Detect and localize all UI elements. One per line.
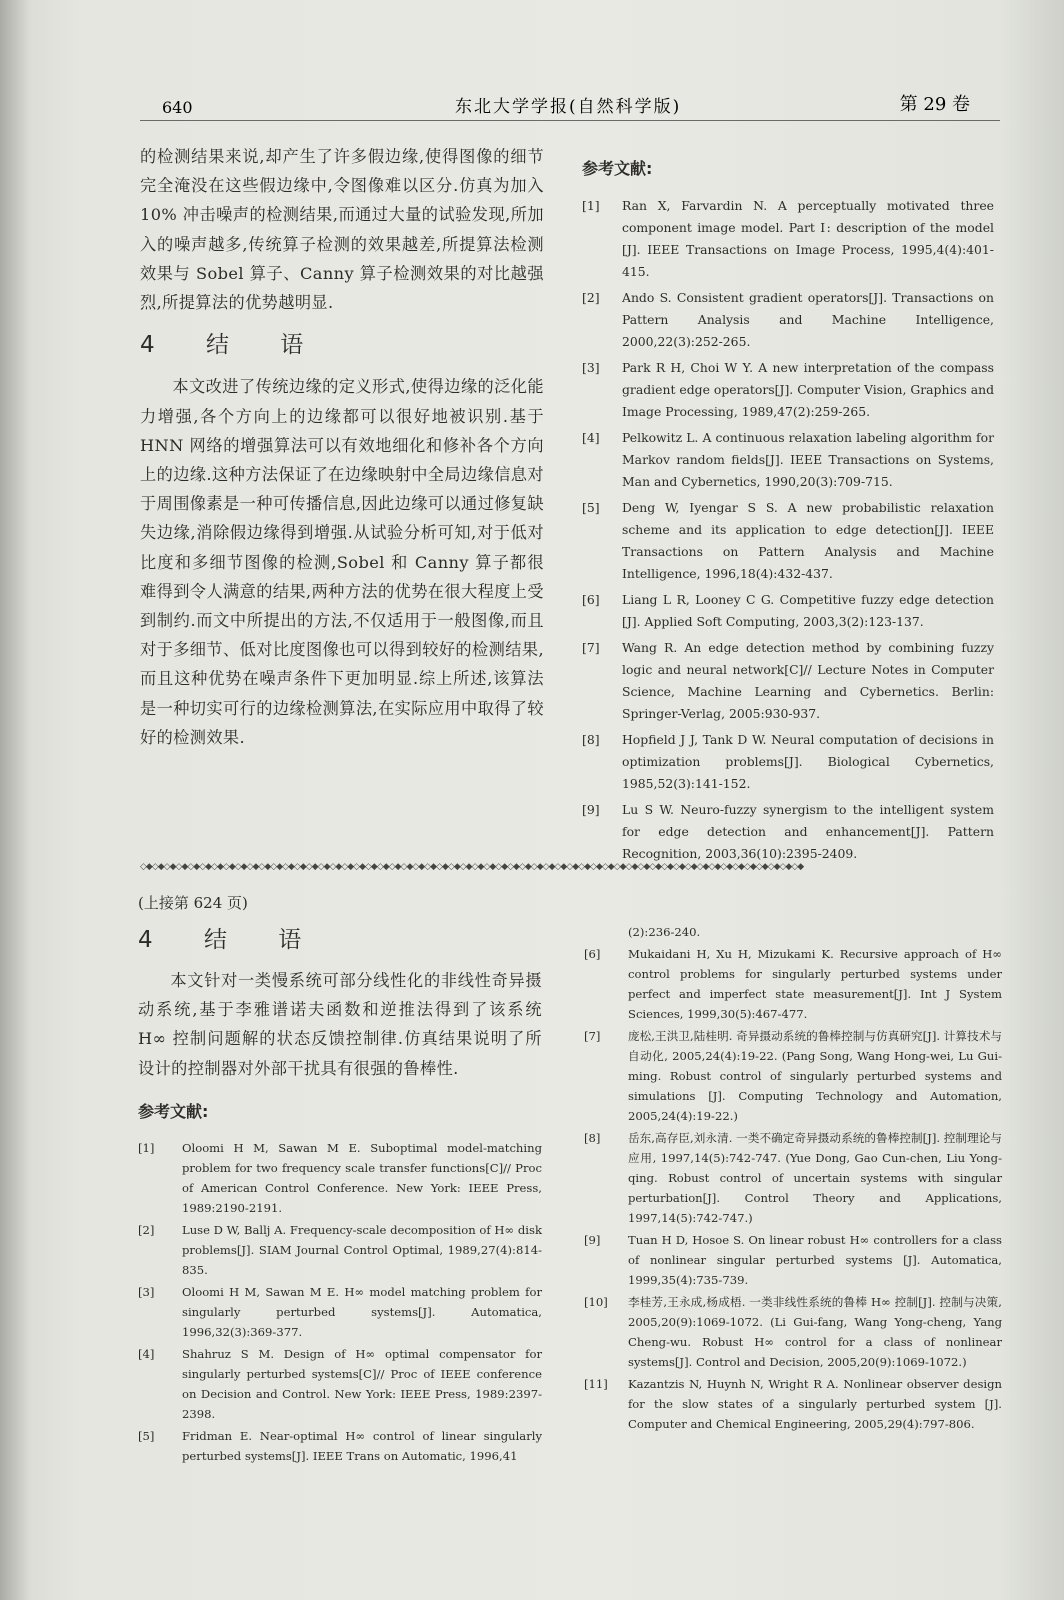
bottom-right-column [584, 922, 1002, 1436]
paragraph-conclusion: 本文改进了传统边缘的定义形式,使得边缘的泛化能力增强,各个方向上的边缘都可以很好地被识别.基于 HNN 网络的增强算法可以有效地细化和修补各个方向上的边缘.这种方法保证了在边缘映射中全局边缘信息对于周围像素是一种可传播信息,因此边缘可以通过修复缺失边缘,消除假边缘得到增强.从试验分析可知,对于低对比度和多细节图像的检测,Sobel 和 Canny 算子都很难得到令人满意的结果,两种方法的优势在很大程度上受到制约.而文中所提出的方法,不仅适用于一般图像,而且对于多细节、低对比度图像也可以得到较好的检测结果,而且这种优势在噪声条件下更加明显.综上所述,该算法是一种切实可行的边缘检测算法,在实际应用中取得了较好的检测效果. [140, 377, 544, 747]
top-right-column [582, 156, 994, 869]
bottom-left-column [138, 892, 542, 1468]
references-heading-2: 参考文献: [138, 1101, 209, 1121]
reference-item: [9] Tuan H D, Hosoe S. On linear robust H∞ controllers for a class of nonlinear singular perturbed systems [J]. Automatica, 1999,35(4):735-739. [584, 1233, 1002, 1287]
page-number: 640 [162, 98, 193, 117]
references-list-2 [138, 1138, 542, 1466]
reference-item: [1] Oloomi H M, Sawan M E. Suboptimal model-matching problem for two frequency scale transfer functions[C]// Proc of American Control Conference. New York: IEEE Press, 1989:2190-2191. [138, 1140, 542, 1215]
reference-item: [1] Ran X, Farvardin N. A perceptually motivated three component image model. Part Ⅰ: description of the model [J]. IEEE Transactions on Image Process, 1995,4(4):401-415. [582, 198, 994, 279]
reference-item: [8] 岳东,高存臣,刘永清. 一类不确定奇异摄动系统的鲁棒控制[J]. 控制理论与应用, 1997,14(5):742-747. (Yue Dong, Gao Cun-chen, Liu Yong-qing. Robust control of uncertain systems with singular perturbation[J]. Control Theory and Applications, 1997,14(5):742-747.) [584, 1131, 1002, 1225]
reference-continuation: (2):236-240. [628, 925, 701, 939]
article-divider: ◇◆◇◆◇◆◇◆◇◆◇◆◇◆◇◆◇◆◇◆◇◆◇◆◇◆◇◆◇◆◇◆◇◆◇◆◇◆◇◆◇◆◇◆◇◆◇◆◇◆◇◆◇◆◇◆◇◆◇◆◇◆◇◆◇◆◇◆◇◆◇◆◇◆◇◆◇◆◇◆◇◆◇◆◇◆◇◆◇◆◇◆◇◆◇◆◇◆◇◆◇◆◇◆◇◆◇◆◇◆◇◆ [140, 862, 804, 872]
running-header [140, 90, 1000, 121]
reference-item: [5] Fridman E. Near-optimal H∞ control of linear singularly perturbed systems[J]. IEEE Trans on Automatic, 1996,41 [138, 1428, 542, 1463]
reference-item: [4] Shahruz S M. Design of H∞ optimal compensator for singularly perturbed systems[C]// Proc of IEEE conference on Decision and Control. New York: IEEE Press, 1989:2397-2398. [138, 1346, 542, 1421]
volume-label: 第 29 卷 [899, 94, 970, 115]
reference-item: [3] Oloomi H M, Sawan M E. H∞ model matching problem for singularly perturbed systems[J]. Automatica, 1996,32(3):369-377. [138, 1284, 542, 1339]
reference-item: [10] 李桂芳,王永成,杨成梧. 一类非线性系统的鲁棒 H∞ 控制[J]. 控制与决策, 2005,20(9):1069-1072. (Li Gui-fang, Wang Yong-cheng, Yang Cheng-wu. Robust H∞ control for a class of nonlinear systems[J]. Control and Decision, 2005,20(9):1069-1072.) [584, 1295, 1002, 1369]
top-left-column [140, 142, 544, 752]
references-heading: 参考文献: [582, 159, 653, 178]
reference-item: [2] Luse D W, Ballj A. Frequency-scale decomposition of H∞ disk problems[J]. SIAM Journal Control Optimal, 1989,27(4):814-835. [138, 1222, 542, 1277]
reference-item: [8] Hopfield J J, Tank D W. Neural computation of decisions in optimization problems[J]. Biological Cybernetics, 1985,52(3):141-152. [582, 732, 994, 791]
references-list [582, 195, 994, 865]
reference-item: [9] Lu S W. Neuro-fuzzy synergism to the intelligent system for edge detection and enhancement[J]. Pattern Recognition, 2003,36(10):2395-2409. [582, 802, 994, 861]
reference-item: [7] 庞松,王洪卫,陆桂明. 奇异摄动系统的鲁棒控制与仿真研究[J]. 计算技术与自动化, 2005,24(4):19-22. (Pang Song, Wang Hong-wei, Lu Gui-ming. Robust control of singularly perturbed systems and simulations [J]. Computing Technology and Automation, 2005,24(4):19-22.) [584, 1029, 1002, 1123]
reference-item: [5] Deng W, Iyengar S S. A new probabilistic relaxation scheme and its application to edge detection[J]. IEEE Transactions on Pattern Analysis and Machine Intelligence, 1996,18(4):432-437. [582, 500, 994, 581]
reference-item: [3] Park R H, Choi W Y. A new interpretation of the compass gradient edge operators[J]. Computer Vision, Graphics and Image Processing, 1989,47(2):259-265. [582, 360, 994, 419]
reference-item: [2] Ando S. Consistent gradient operators[J]. Transactions on Pattern Analysis and Machine Intelligence, 2000,22(3):252-265. [582, 290, 994, 349]
reference-item: [6] Liang L R, Looney C G. Competitive fuzzy edge detection [J]. Applied Soft Computing, 2003,3(2):123-137. [582, 592, 994, 629]
continued-note: (上接第 624 页) [138, 894, 248, 912]
paragraph-conclusion-2: 本文针对一类慢系统可部分线性化的非线性奇异摄动系统,基于李雅谱诺夫函数和逆推法得到了该系统 H∞ 控制问题解的状态反馈控制律.仿真结果说明了所设计的控制器对外部干扰具有很强的鲁棒性. [138, 971, 542, 1078]
reference-item: [11] Kazantzis N, Huynh N, Wright R A. Nonlinear observer design for the slow states of a singularly perturbed system [J]. Computer and Chemical Engineering, 2005,29(4):797-806. [584, 1377, 1002, 1431]
reference-item: [7] Wang R. An edge detection method by combining fuzzy logic and neural network[C]// Lecture Notes in Computer Science, Machine Learning and Cybernetics. Berlin: Springer-Verlag, 2005:930-937. [582, 640, 994, 721]
section-title-conclusion-2: 4 结 语 [138, 927, 324, 953]
reference-item: [4] Pelkowitz L. A continuous relaxation labeling algorithm for Markov random fields[J]. IEEE Transactions on Systems, Man and Cybernetics, 1990,20(3):709-715. [582, 430, 994, 489]
reference-item: [6] Mukaidani H, Xu H, Mizukami K. Recursive approach of H∞ control problems for singularly perturbed systems under perfect and imperfect state measurement[J]. Int J System Sciences, 1999,30(5):467-477. [584, 947, 1002, 1021]
section-title-conclusion: 4 结 语 [140, 332, 326, 359]
journal-title: 东北大学学报(自然科学版) [455, 97, 682, 117]
paragraph-results: 的检测结果来说,却产生了许多假边缘,使得图像的细节完全淹没在这些假边缘中,令图像难以区分.仿真为加入 10% 冲击噪声的检测结果,而通过大量的试验发现,所加入的噪声越多,传统算子检测的效果越差,所提算法检测效果与 Sobel 算子、Canny 算子检测效果的对比越强烈,所提算法的优势越明显. [140, 147, 544, 313]
